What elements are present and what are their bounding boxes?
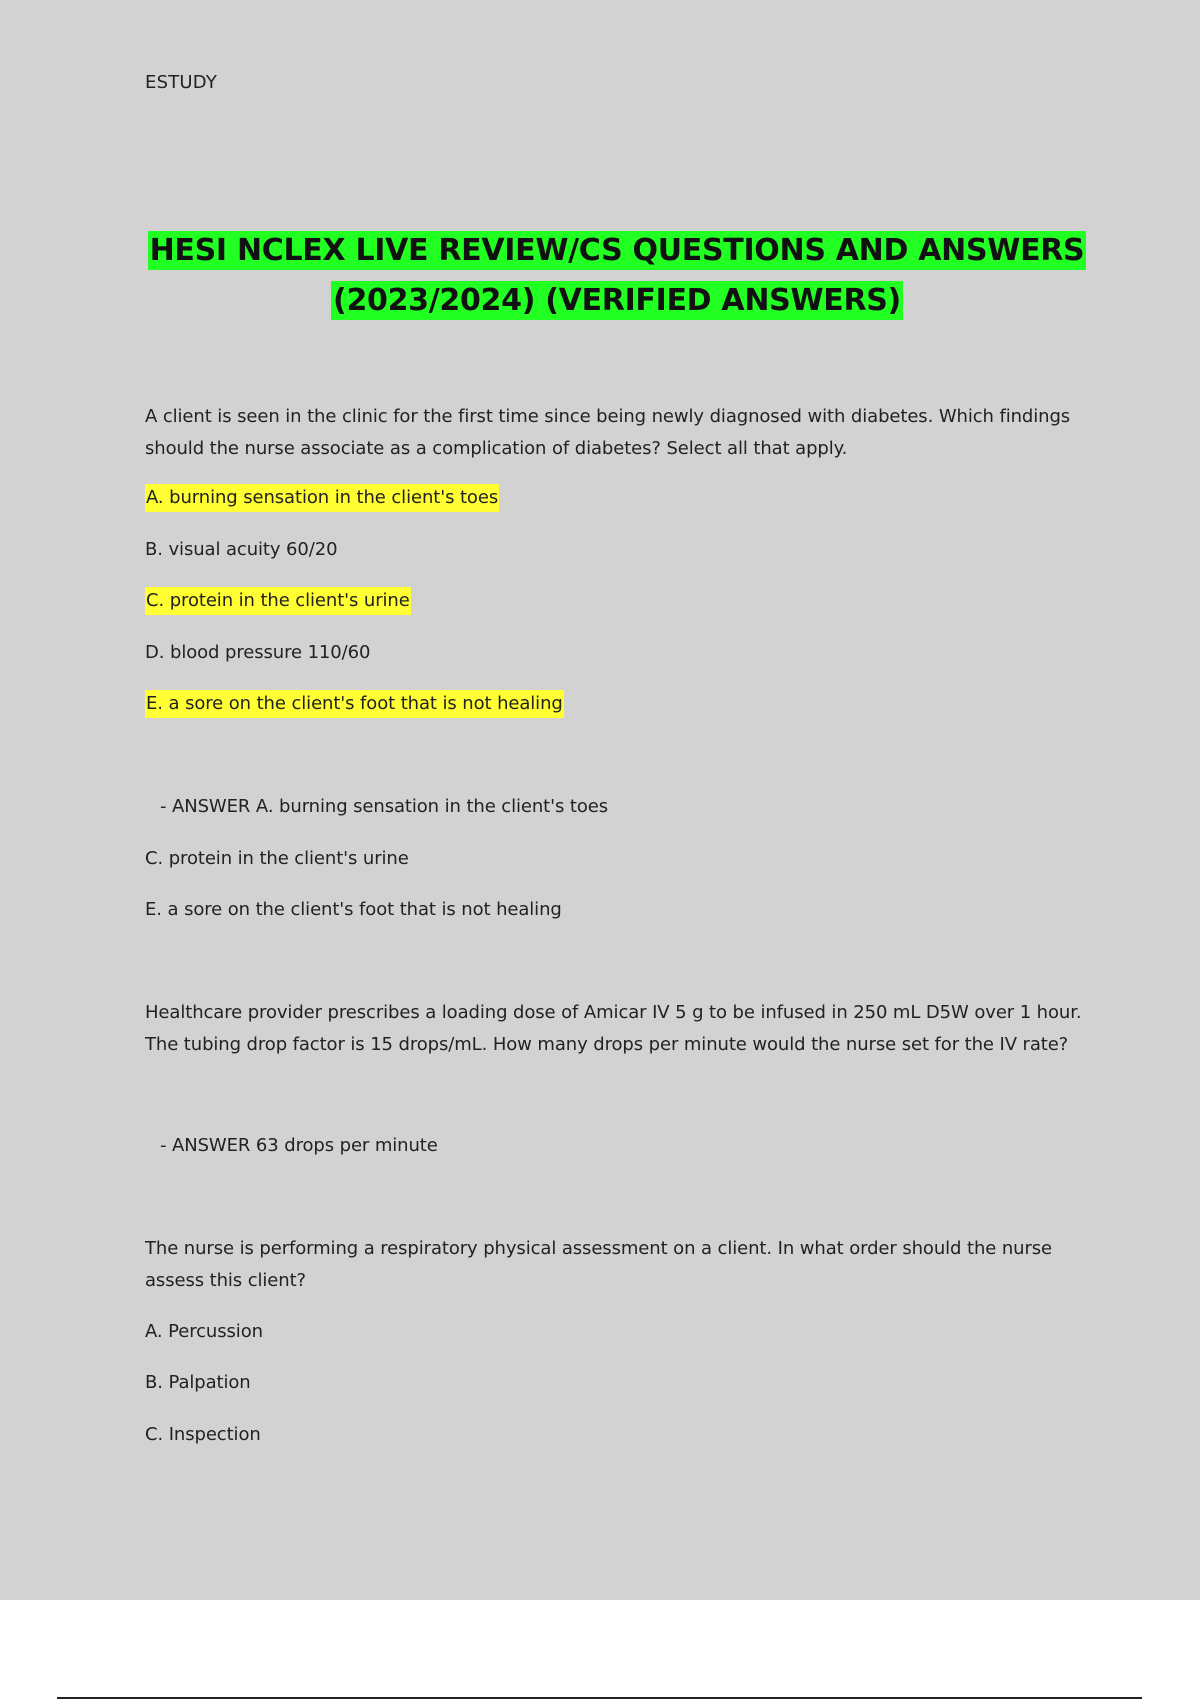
question-3-option-b: B. Palpation [145, 1372, 251, 1393]
option-highlight: C. protein in the client's urine [145, 587, 411, 615]
question-1-answer-line-2: C. protein in the client's urine [145, 848, 409, 869]
option-highlight: A. burning sensation in the client's toes [145, 484, 499, 512]
question-1-text: A client is seen in the clinic for the first time since being newly diagnosed with diabetes. Which findings should the nurse associate as a complication of diabetes? Select all that apply. [145, 406, 1071, 459]
question-1-option-c [145, 587, 411, 615]
question-1-option-e [145, 690, 564, 718]
question-1-option-d: D. blood pressure 110/60 [145, 642, 371, 663]
option-highlight: E. a sore on the client's foot that is not healing [145, 690, 564, 718]
document-title-line-1 [0, 230, 1200, 272]
question-3-text: The nurse is performing a respiratory physical assessment on a client. In what order should the nurse assess this client? [145, 1238, 1053, 1291]
question-1-option-a [145, 484, 499, 512]
question-3-option-a: A. Percussion [145, 1321, 263, 1342]
title-highlight-2: (2023/2024) (VERIFIED ANSWERS) [333, 283, 901, 318]
question-2-answer: - ANSWER 63 drops per minute [160, 1135, 438, 1156]
title-highlight-1: HESI NCLEX LIVE REVIEW/CS QUESTIONS AND ANSWERS [149, 233, 1085, 268]
question-3-option-c: C. Inspection [145, 1424, 261, 1445]
document-title-line-2 [0, 280, 1200, 322]
question-2-text: Healthcare provider prescribes a loading dose of Amicar IV 5 g to be infused in 250 mL D5W over 1 hour. The tubing drop factor is 15 drops/mL. How many drops per minute would the nurse set for the IV rate? [145, 1002, 1082, 1055]
question-1-answer: - ANSWER A. burning sensation in the client's toes [160, 796, 609, 817]
question-1-answer-line-3: E. a sore on the client's foot that is not healing [145, 899, 562, 920]
brand-label: ESTUDY [145, 72, 218, 93]
footer-divider [57, 1697, 1142, 1699]
question-1-option-b: B. visual acuity 60/20 [145, 539, 338, 560]
